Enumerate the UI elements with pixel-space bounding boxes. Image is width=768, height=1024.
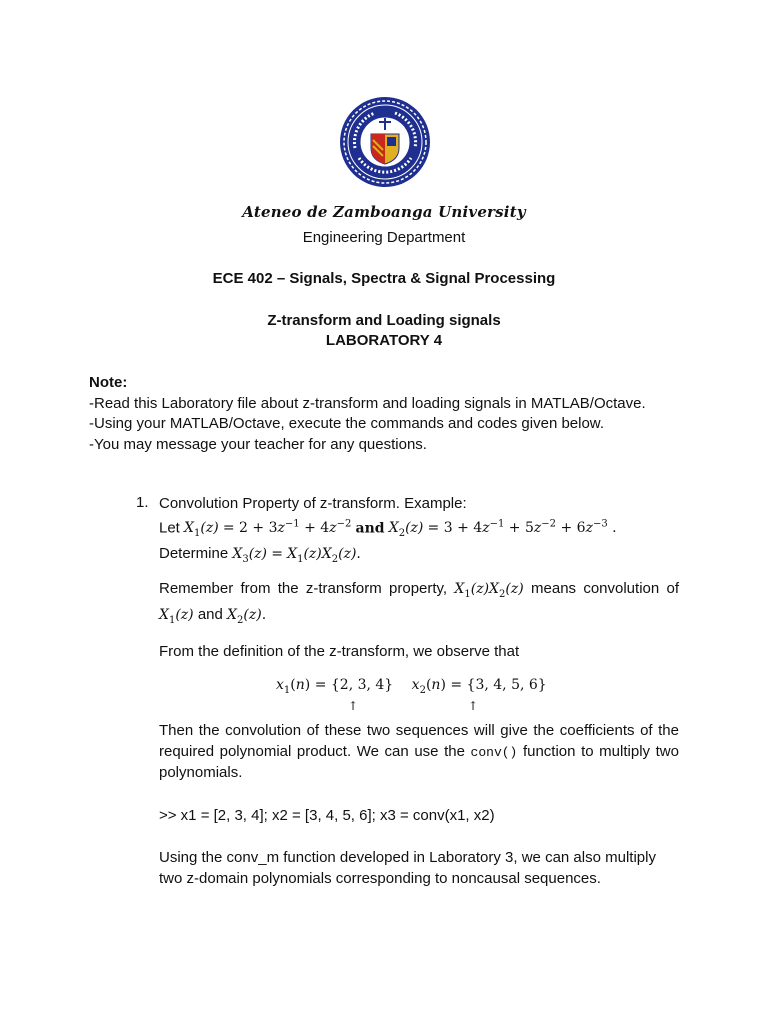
university-name: Ateneo de Zamboanga University	[242, 203, 526, 221]
course-title: ECE 402 – Signals, Spectra & Signal Processing	[212, 270, 556, 287]
origin-arrow-icon: ↑	[468, 699, 479, 713]
department-name: Engineering Department	[302, 229, 466, 246]
using-paragraph: Using the conv_m function developed in Laboratory 3, we can also multiply two z-domain polynomials corresponding to noncausal sequences.	[159, 849, 656, 887]
convolution-paragraph: Then the convolution of these two sequences will give the coefficients of the required polynomial product. We can use the conv() function to multiply two polynomials.	[159, 722, 679, 781]
observe-paragraph: From the definition of the z-transform, we observe that	[159, 643, 520, 660]
let-equation: Let $X_1(z) = 2 + 3z^{-1} + 4z^{-2}$ and $X_2(z) = 3 + 4z^{-1} + 5z^{-2} + 6z^{-3}$ .	[159, 518, 617, 539]
conv-code: conv()	[470, 744, 518, 760]
university-seal-logo	[339, 96, 431, 188]
note-section	[89, 373, 646, 455]
note-line: -You may message your teacher for any questions.	[89, 435, 427, 453]
determine-line: Determine $X_3(z) = X_1(z)X_2(z)$.	[159, 545, 361, 566]
item-heading: Convolution Property of z-transform. Example:	[159, 495, 467, 512]
note-line: -Using your MATLAB/Octave, execute the commands and codes given below.	[89, 415, 604, 432]
matlab-command: >> x1 = [2, 3, 4]; x2 = [3, 4, 5, 6]; x3 = conv(x1, x2)	[159, 807, 495, 824]
origin-arrow-icon: ↑	[348, 699, 359, 713]
item-intro	[159, 494, 679, 571]
note-line: -Read this Laboratory file about z-transform and loading signals in MATLAB/Octave.	[89, 394, 646, 412]
list-number: 1.	[136, 494, 149, 511]
note-heading: Note:	[89, 374, 128, 391]
lab-title: Z-transform and Loading signals	[267, 312, 501, 329]
lab-number: LABORATORY 4	[325, 332, 443, 349]
sequence-equations: $x_1(n) = \{2$, 3, 4} $x_2(n) = \{3$, 4, 5, 6} ↑ ↑	[276, 677, 547, 713]
remember-paragraph: Remember from the z-transform property, $X_1(z)X_2(z)$ means convolution of $X_1(z)$ and $X_2(z)$.	[159, 580, 680, 627]
